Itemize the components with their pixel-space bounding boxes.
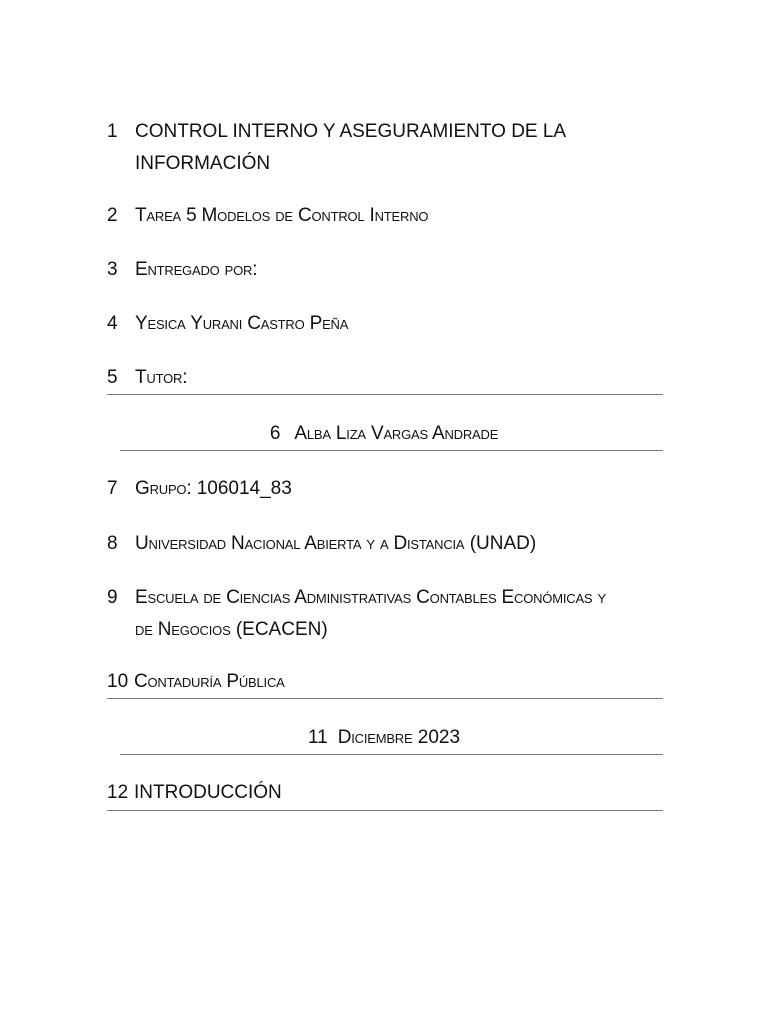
heading-number: 10 xyxy=(107,671,129,692)
heading-10 xyxy=(107,666,285,698)
heading-2 xyxy=(107,200,428,232)
group-code: 106014_83 xyxy=(196,478,292,499)
heading-3 xyxy=(107,254,257,286)
heading-4 xyxy=(107,308,348,340)
heading-1 xyxy=(107,116,566,180)
divider-line xyxy=(107,810,663,811)
divider-line xyxy=(120,450,663,451)
heading-number: 7 xyxy=(107,478,118,499)
heading-number: 12 xyxy=(107,782,129,803)
heading-text: Diciembre xyxy=(337,727,413,748)
divider-line xyxy=(107,394,663,395)
heading-11 xyxy=(0,722,768,754)
heading-text: Contaduría Pública xyxy=(134,671,285,692)
heading-12 xyxy=(107,777,282,809)
heading-text: Entregado por: xyxy=(135,259,258,280)
heading-7 xyxy=(107,473,292,505)
heading-number: 1 xyxy=(107,121,118,142)
heading-9 xyxy=(107,582,606,646)
heading-number: 4 xyxy=(107,313,118,334)
heading-acronym: (UNAD) xyxy=(469,533,537,554)
heading-year: 2023 xyxy=(417,727,461,748)
heading-number: 6 xyxy=(269,423,281,444)
heading-line: CONTROL INTERNO Y ASEGURAMIENTO DE LA xyxy=(135,121,567,142)
heading-text: Yesica Yurani Castro Peña xyxy=(135,313,349,334)
heading-line: INFORMACIÓN xyxy=(135,153,271,174)
heading-number: 11 xyxy=(307,727,328,748)
heading-text: Escuela de Ciencias Administrativas Contables Económicas y xyxy=(135,587,606,608)
heading-text-continued: de Negocios xyxy=(135,619,231,640)
heading-number: 9 xyxy=(107,587,118,608)
divider-line xyxy=(107,698,663,699)
heading-5 xyxy=(107,362,187,394)
heading-number: 5 xyxy=(107,367,118,388)
heading-text: Tutor: xyxy=(135,367,188,388)
heading-text: Grupo: xyxy=(135,478,192,499)
heading-text: Universidad Nacional Abierta y a Distancia xyxy=(135,533,465,554)
heading-number: 3 xyxy=(107,259,118,280)
heading-8 xyxy=(107,528,536,560)
heading-text: INTRODUCCIÓN xyxy=(134,782,282,803)
heading-text: Tarea 5 Modelos de Control Interno xyxy=(135,205,429,226)
heading-number: 8 xyxy=(107,533,118,554)
divider-line xyxy=(120,754,663,755)
heading-text xyxy=(135,116,566,180)
heading-number: 2 xyxy=(107,205,118,226)
heading-6 xyxy=(0,418,768,450)
heading-text: Alba Liza Vargas Andrade xyxy=(294,423,499,444)
heading-acronym: (ECACEN) xyxy=(235,619,328,640)
